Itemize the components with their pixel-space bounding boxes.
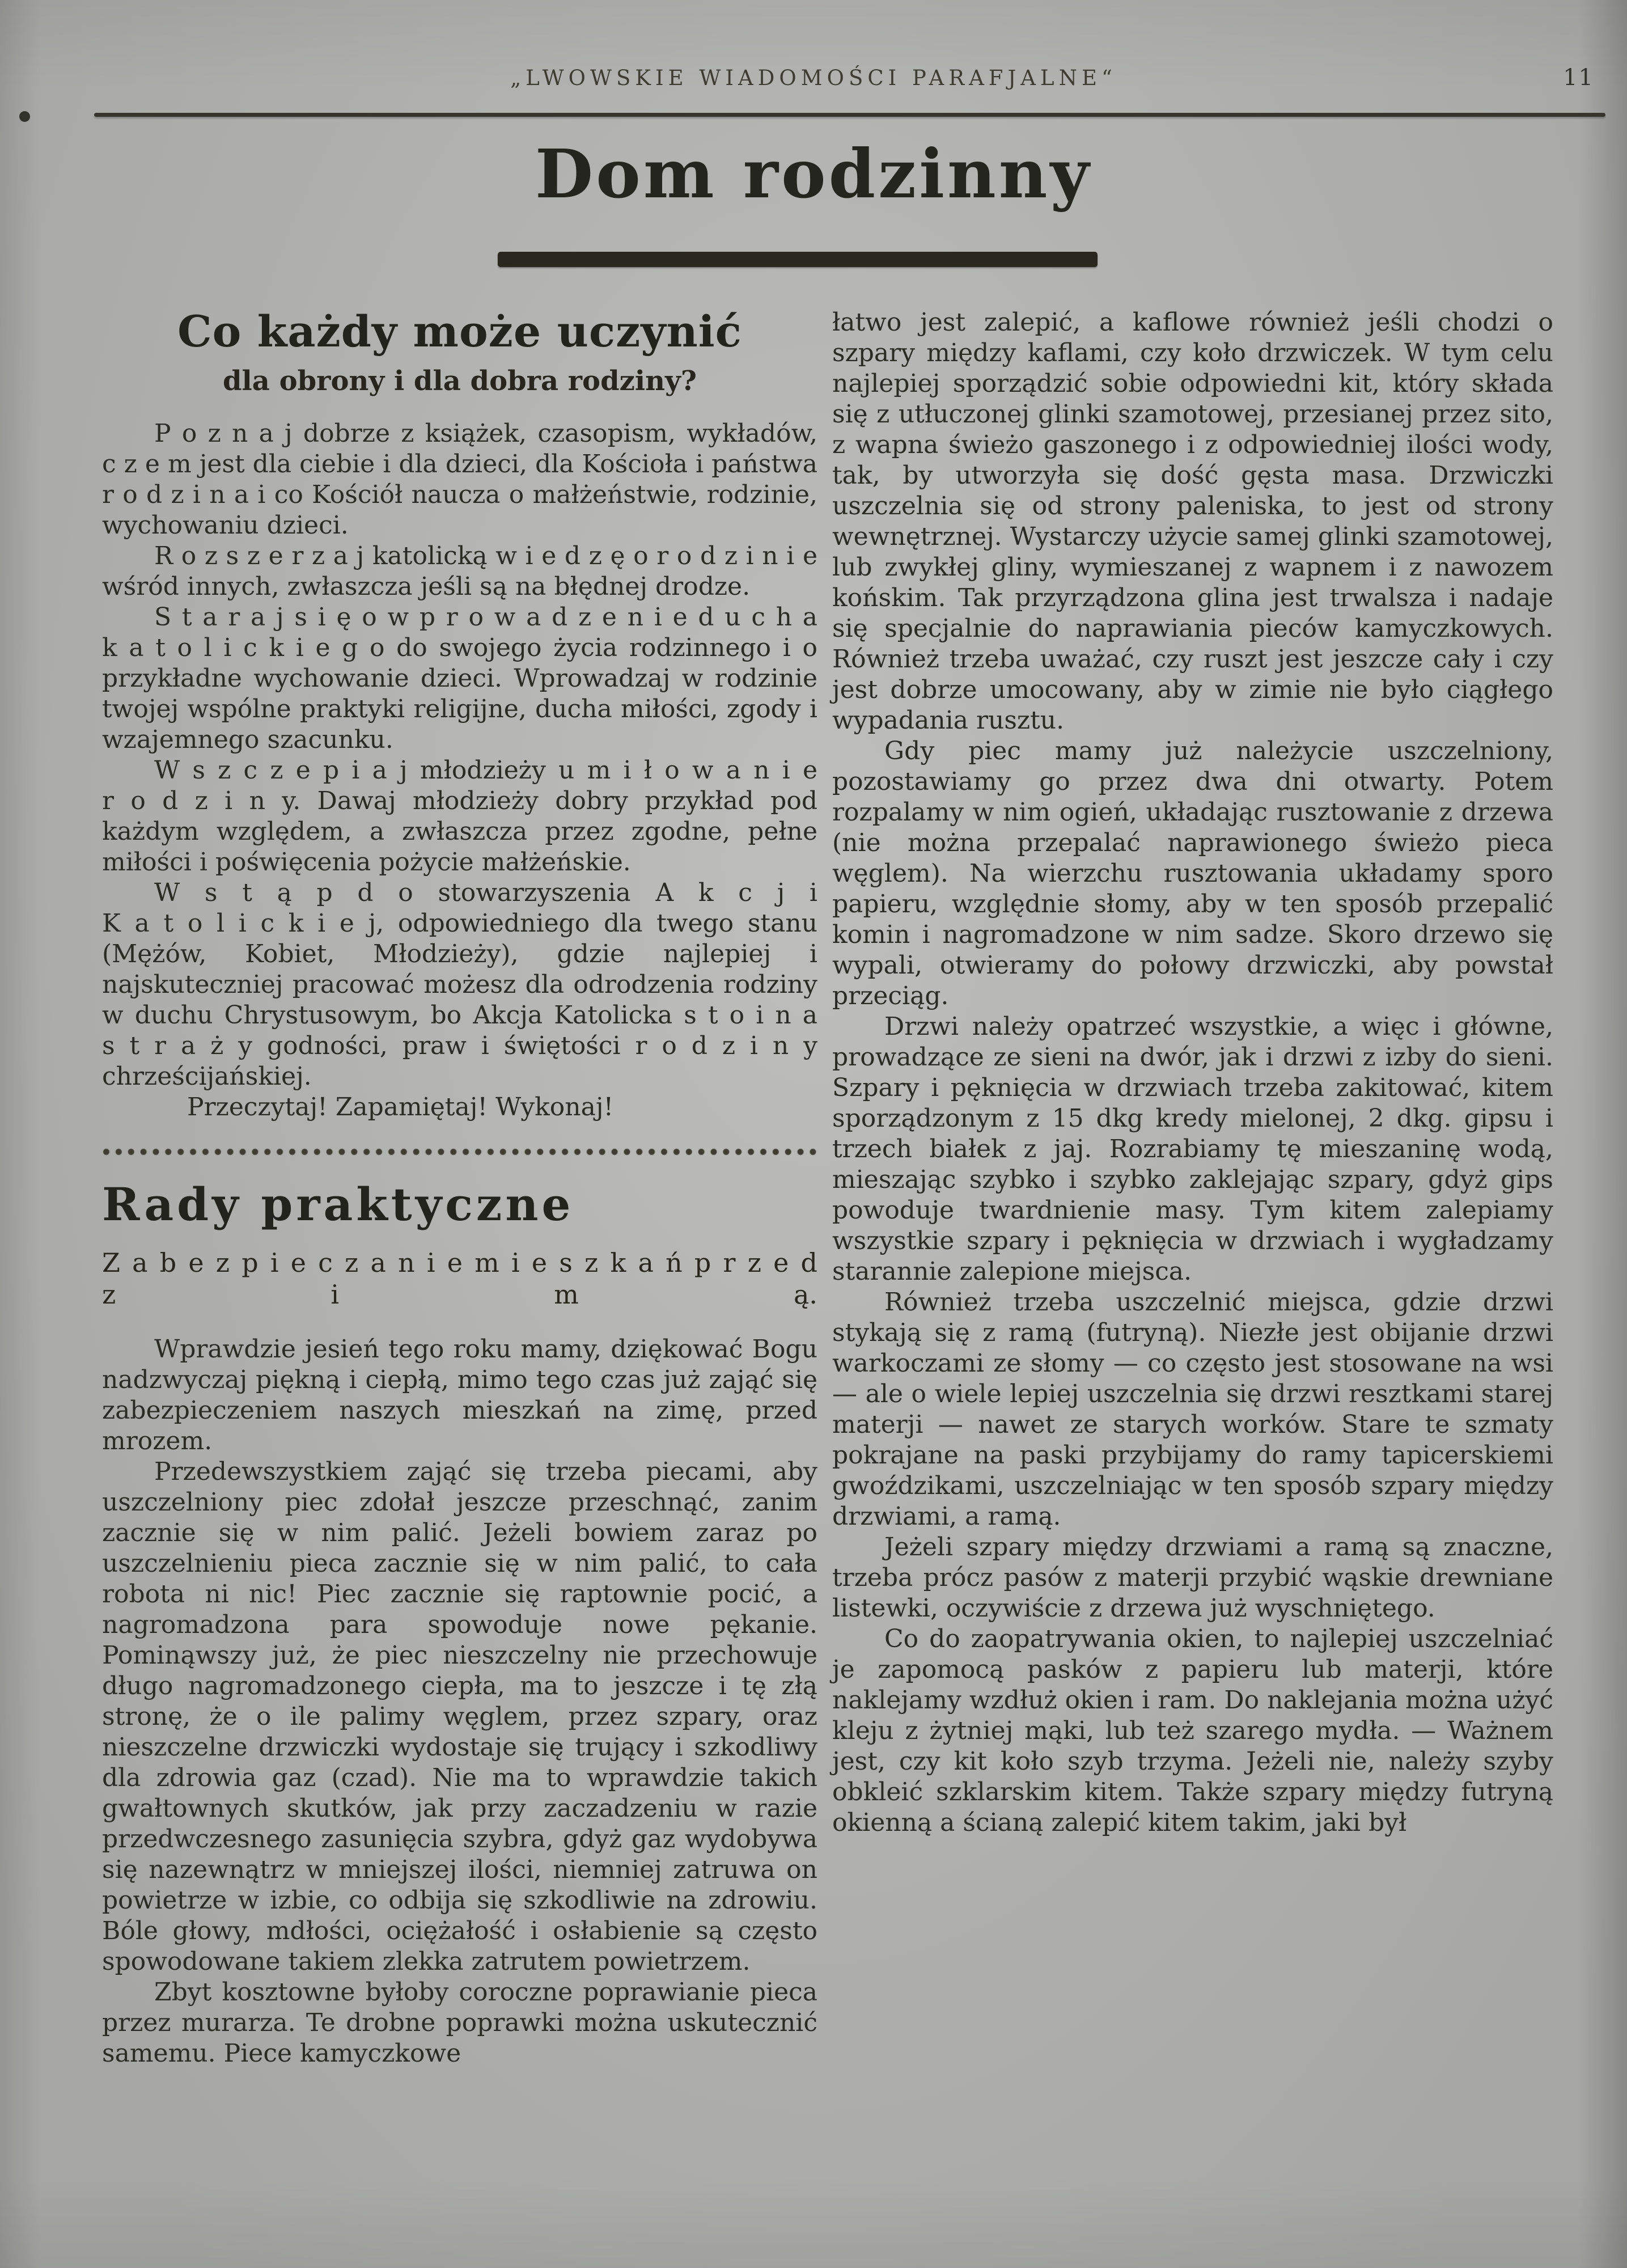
masthead-title: „LWOWSKIE WIADOMOŚCI PARAFJALNE“ — [510, 66, 1117, 90]
article2-paragraph: Jeżeli szpary między drzwiami a ramą są znaczne, trzeba prócz pasów z materji przybić wąskie drewniane listewki, oczywiście z drzewa już wyschniętego. — [832, 1533, 1553, 1623]
header-rule — [94, 113, 1605, 117]
article2-paragraph: Przedewszystkiem zająć się trzeba piecami, aby uszczelniony piec zdołał jeszcze przeschnąć, zanim zacznie się w nim palić. Jeżeli bowiem zaraz po uszczelnieniu pieca zacznie się w nim palić, to cała robota ni nic! Piec zacznie się raptownie pocić, a nagromadzona para spowoduje nowe pękanie. Pominąwszy już, że piec nieszczelny nie przechowuje długo nagromadzonego ciepła, ma to jeszcze i tę złą stronę, że o ile palimy węglem, przez szpary, oraz nieszczelne drzwiczki wydostaje się trujący i szkodliwy dla zdrowia gaz (czad). Nie ma to wprawdzie takich gwałtownych skutków, jak przy zaczadzeniu w razie przedwczesnego zasunięcia szybra, gdyż gaz wydobywa się nazewnątrz w mniejszej ilości, niemniej zatruwa on powietrze w izbie, co odbija się szkodliwie na zdrowiu. Bóle głowy, mdłości, ociężałość i osłabienie są często spowodowane takiem zlekka zatrutem powietrzem. — [102, 1457, 817, 1976]
article1-paragraph: W s z c z e p i a j młodzieży u m i ł o w a n i e r o d z i n y. Dawaj młodzieży dobry przykład pod każdym względem, a zwłaszcza przez zgodne, pełne miłości i poświęcenia pożycie małżeńskie. — [102, 756, 817, 877]
article1-paragraph: S t a r a j s i ę o w p r o w a d z e n i e d u c h a k a t o l i c k i e g o do swojego życia rodzinnego i o przykładne wychowanie dzieci. Wprowadzaj w rodzinie twojej wspólne praktyki religijne, ducha miłości, zgody i wzajemnego szacunku. — [102, 603, 817, 754]
article1-subheading: dla obrony i dla dobra rodziny? — [222, 365, 697, 397]
page-number: 11 — [1563, 65, 1594, 91]
article2-paragraph: Zbyt kosztowne byłoby coroczne poprawianie pieca przez murarza. Te drobne poprawki można uskutecznić samemu. Piece kamyczkowe — [102, 1978, 817, 2068]
ink-spot — [19, 111, 30, 122]
article1-paragraph: P o z n a j dobrze z książek, czasopism, wykładów, c z e m jest dla ciebie i dla dzieci, dla Kościoła i państwa r o d z i n a i co Kościół naucza o małżeństwie, rodzinie, wychowaniu dzieci. — [102, 419, 817, 540]
ornamental-divider — [103, 1149, 816, 1155]
article1-paragraph: W s t ą p d o stowarzyszenia A k c j i K a t o l i c k i e j, odpowiedniego dla twego stanu (Mężów, Kobiet, Młodzieży), gdzie najlepiej i najskuteczniej pracować możesz dla odrodzenia rodziny w duchu Chrystusowym, bo Akcja Katolicka s t o i n a s t r a ż y godności, praw i świętości r o d z i n y chrześcijańskiej. — [102, 878, 817, 1091]
article2-paragraph: Drzwi należy opatrzeć wszystkie, a więc i główne, prowadzące ze sieni na dwór, jak i drzwi z izby do sieni. Szpary i pęknięcia w drzwiach trzeba zakitować, kitem sporządzonym z 15 dkg kredy mielonej, 2 dkg. gipsu i trzech białek z jaj. Rozrabiamy tę mieszaninę wodą, mieszając szybko i szybko zaklejając szpary, gdyż gips powoduje twardnienie masy. Tym kitem zalepiamy wszystkie szpary i pęknięcia w drzwiach i wygładzamy starannie zalepione miejsca. — [832, 1012, 1553, 1286]
article2-paragraph: Gdy piec mamy już należycie uszczelniony, pozostawiamy go przez dwa dni otwarty. Potem rozpalamy w nim ogień, układając rusztowanie z drzewa (nie można przepalać naprawionego świeżo pieca węglem). Na wierzchu rusztowania układamy sporo papieru, względnie słomy, aby w ten sposób przepalić komin i nagromadzone w nim sadze. Skoro drzewo się wypali, otwieramy do połowy drzwiczki, aby powstał przeciąg. — [832, 737, 1553, 1010]
page-title: Dom rodzinny — [535, 134, 1092, 213]
article2-paragraph: Co do zaopatrywania okien, to najlepiej uszczelniać je zapomocą pasków z papieru lub materji, które naklejamy wzdłuż okien i ram. Do naklejania można użyć kleju z żytniej mąki, lub też szarego mydła. — Ważnem jest, czy kit koło szyb trzyma. Jeżeli nie, należy szyby obkleić szklarskim kitem. Także szpary między futryną okienną a ścianą zalepić kitem takim, jaki był — [832, 1624, 1553, 1837]
article2-heading: Rady praktyczne — [102, 1178, 574, 1231]
left-column — [102, 307, 817, 2069]
article1-heading: Co każdy może uczynić — [177, 306, 742, 357]
right-column — [832, 307, 1553, 1838]
article2-paragraph: Wprawdzie jesień tego roku mamy, dziękować Bogu nadzwyczaj piękną i ciepłą, mimo tego czas już zająć się zabezpieczeniem naszych mieszkań na zimę, przed mrozem. — [102, 1335, 817, 1455]
article1-closing-line: Przeczytaj! Zapamiętaj! Wykonaj! — [187, 1093, 614, 1122]
article1-paragraph: R o z s z e r z a j katolicką w i e d z ę o r o d z i n i e wśród innych, zwłaszcza jeśli są na błędnej drodze. — [102, 541, 817, 601]
article2-paragraph: Również trzeba uszczelnić miejsca, gdzie drzwi stykają się z ramą (futryną). Niezłe jest obijanie drzwi warkoczami ze słomy — co często jest stosowane na wsi — ale o wiele lepiej uszczelnia się drzwi resztkami starej materji — nawet ze starych worków. Stare te szmaty pokrajane na paski przybijamy do ramy tapicerskiemi gwoździkami, uszczelniając w ten sposób szpary między drzwiami, a ramą. — [832, 1288, 1553, 1531]
title-underline-bar — [498, 252, 1098, 267]
article2-paragraph-continuation: łatwo jest zalepić, a kaflowe również jeśli chodzi o szpary między kaflami, czy koło drzwiczek. W tym celu najlepiej sporządzić sobie odpowiedni kit, który składa się z utłuczonej glinki szamotowej, przesianej przez sito, z wapna świeżo gaszonego i z odpowiedniej ilości wody, tak, by utworzyła się dość gęsta masa. Drzwiczki uszczelnia się od strony paleniska, to jest od strony wewnętrznej. Wystarczy użycie samej glinki szamotowej, lub zwykłej gliny, wymieszanej z wapnem i z nawozem końskim. Tak przyrządzona glina jest trwalsza i nadaje się specjalnie do naprawiania pieców kamyczkowych. Również trzeba uważać, czy ruszt jest jeszcze cały i czy jest dobrze umocowany, aby w zimie nie było ciągłego wypadania rusztu. — [832, 308, 1553, 735]
article2-subheading: Z a b e z p i e c z a n i e m i e s z k a ń p r z e d z i m ą. — [102, 1247, 817, 1310]
